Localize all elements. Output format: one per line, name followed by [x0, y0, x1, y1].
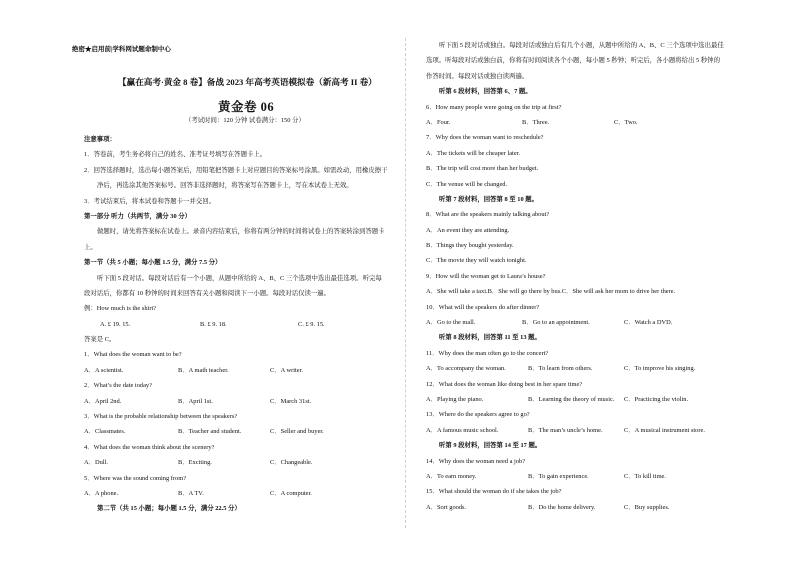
question-5: 5．Where was the sound coming from? [84, 474, 187, 482]
q7-option-b: B．The trip will cost more than her budget. [426, 165, 539, 173]
question-13-options [426, 423, 746, 438]
q7-option-c: C．The venue will be changed. [426, 180, 508, 188]
q12-option-b: B．Learning the theory of music. [528, 395, 615, 403]
question-10: 10．What will the speakers do after dinner? [426, 303, 540, 311]
question-15: 15．What should the woman do if she takes the job? [426, 488, 562, 496]
section1-desc-b: 段对话后，你都有 10 秒钟的时间来回答有关小题和阅读下一小题。每段对话仅读一遍。 [84, 289, 331, 297]
material-7-heading: 听第 7 段材料，回答第 8 至 10 题。 [439, 195, 539, 203]
question-12-options [426, 392, 746, 407]
q11-option-a: A．To accompany the woman. [426, 365, 506, 373]
q13-option-b: B．The man’s uncle’s home. [528, 426, 603, 434]
q6-option-c: C．Two. [614, 118, 638, 126]
material-9-heading: 听第 9 段材料，回答第 14 至 17 题。 [439, 442, 542, 450]
header-org: 绝密★启用前|学科网试题命制中心 [72, 46, 171, 53]
question-11-options [426, 361, 746, 376]
q8-option-c: C．The movie they will watch tonight. [426, 257, 527, 265]
question-9-options: A．She will take a taxi.B．She will go there by bus.C．She will ask her mom to drive her there. [426, 288, 676, 296]
question-5-options [84, 486, 394, 501]
question-2: 2．What’s the date today? [84, 382, 152, 390]
question-6: 6．How many people were going on the trip at first? [426, 103, 562, 111]
section1-title: 第一节（共 5 小题；每小题 1.5 分，满分 7.5 分） [84, 259, 222, 267]
exam-title: 【赢在高考·黄金 8 卷】备战 2023 年高考英语模拟卷（新高考 II 卷） [118, 77, 377, 87]
q5-option-c: C．A computer. [270, 489, 312, 497]
example-question: 例：How much is the shirt? [84, 305, 157, 313]
notice-2b: 净后，再选涂其他答案标号。回答非选择题时，将答案写在答题卡上，写在本试卷上无效。 [97, 182, 353, 190]
question-13: 13．Where do the speakers agree to go? [426, 411, 530, 419]
q14-option-a: A．To earn money. [426, 472, 477, 480]
q3-option-c: C．Seller and buyer. [270, 428, 324, 436]
question-11: 11．Why does the man often go to the concert? [426, 349, 549, 357]
q11-option-b: B．To learn from others. [528, 365, 593, 373]
section2-desc-c: 作答时间。每段对话或独白读两遍。 [426, 72, 529, 80]
q11-option-c: C．To improve his singing. [624, 365, 696, 373]
question-1-options [84, 363, 394, 378]
q7-option-a: A．The tickets will be cheaper later. [426, 149, 521, 157]
example-options [84, 317, 394, 332]
question-3-options [84, 424, 394, 439]
q4-option-a: A．Dull. [84, 459, 108, 467]
q3-option-b: B．Teacher and student. [178, 428, 242, 436]
q3-option-a: A．Classmates. [84, 428, 126, 436]
question-1: 1．What does the woman want to be? [84, 351, 182, 359]
question-12: 12．What does the woman like doing best in her spare time? [426, 380, 583, 388]
q14-option-b: B．To gain experience. [528, 472, 589, 480]
q10-option-a: A．Go to the mall. [426, 319, 476, 327]
left-column [84, 132, 394, 517]
question-14-options [426, 469, 746, 484]
exam-subtitle: 黄金卷 06 [218, 100, 275, 114]
column-divider [405, 38, 406, 528]
q13-option-a: A．A famous music school. [426, 426, 499, 434]
section2-title: 第二节（共 15 小题；每小题 1.5 分，满分 22.5 分） [97, 505, 241, 513]
question-2-options [84, 394, 394, 409]
material-6-heading: 听第 6 段材料，回答第 6、7 题。 [439, 88, 532, 96]
section2-desc-a: 听下面 5 段对话或独白。每段对话或独白后有几个小题，从题中所给的 A、B、C 三个选项中选出最佳 [439, 42, 724, 49]
q15-option-c: C．Buy supplies. [624, 503, 670, 511]
q4-option-b: B．Exciting. [178, 459, 212, 467]
example-option-c: C. £ 9. 15. [298, 320, 325, 328]
notice-2a: 2．回答选择题时，选出每小题答案后，用铅笔把答题卡上对应题目的答案标号涂黑。如需改动，用橡皮擦干 [84, 166, 388, 174]
q2-option-c: C．March 31st. [270, 397, 312, 405]
q5-option-a: A．A phone. [84, 489, 119, 497]
example-answer: 答案是 C。 [84, 336, 116, 344]
q5-option-b: B．A TV. [178, 489, 204, 497]
question-9: 9．How will the woman get to Laura’s house? [426, 272, 546, 280]
question-4: 4．What does the woman think about the scenery? [84, 443, 215, 451]
q1-option-c: C．A writer. [270, 366, 304, 374]
question-14: 14．Why does the woman need a job? [426, 457, 526, 465]
q8-option-b: B．Things they bought yesterday. [426, 242, 514, 250]
q10-option-b: B．Go to an appointment. [522, 319, 590, 327]
q6-option-b: B．Three. [522, 118, 550, 126]
part1-desc-b: 上。 [84, 243, 97, 251]
notice-3: 3．考试结束后，将本试卷和答题卡一并交回。 [84, 197, 216, 205]
question-4-options [84, 455, 394, 470]
q4-option-c: C．Changeable. [270, 459, 313, 467]
right-column [426, 38, 746, 515]
section2-desc-b: 选项。听每段对话或独白前，你将有时间阅读各个小题，每小题 5 秒钟；听完后，各小题将给出 5 秒钟的 [426, 57, 720, 65]
notice-1: 1．答卷前，考生务必将自己的姓名、准考证号填写在答题卡上。 [84, 151, 267, 159]
q10-option-c: C．Watch a DVD． [624, 319, 678, 327]
q15-option-a: A．Sort goods. [426, 503, 467, 511]
question-15-options [426, 500, 746, 515]
q14-option-c: C．To kill time. [624, 472, 666, 480]
question-7: 7．Why does the woman want to reschedule? [426, 134, 544, 142]
question-3: 3．What is the probable relationship between the speakers? [84, 413, 238, 421]
notice-title: 注意事项： [84, 136, 116, 143]
example-option-a: A. £ 19. 15. [100, 320, 131, 328]
q6-option-a: A．Four. [426, 118, 451, 126]
q1-option-a: A．A scientist. [84, 366, 124, 374]
q8-option-a: A．An event they are attending. [426, 226, 510, 234]
q1-option-b: B．A math teacher. [178, 366, 229, 374]
q2-option-a: A．April 2nd. [84, 397, 122, 405]
part1-title: 第一部分 听力（共两节，满分 30 分） [84, 212, 192, 220]
q2-option-b: B．April 1st. [178, 397, 213, 405]
material-8-heading: 听第 8 段材料，回答第 11 至 13 题。 [439, 334, 541, 342]
question-10-options [426, 315, 746, 330]
section1-desc-a: 听下面 5 段对话。每段对话后有一个小题，从题中所给的 A、B、C 三个选项中选出最佳选项。听完每 [97, 274, 382, 282]
time-info: （考试时间：120 分钟 试卷满分：150 分） [185, 117, 305, 124]
q15-option-b: B．Do the home delivery. [528, 503, 596, 511]
q12-option-a: A．Playing the piano. [426, 395, 484, 403]
q12-option-c: C．Practicing the violin. [624, 395, 689, 403]
q13-option-c: C．A musical instrument store. [624, 426, 705, 434]
question-8: 8．What are the speakers mainly talking about? [426, 211, 550, 219]
part1-desc-a: 做题时，请先将答案标在试卷上。录音内容结束后，你将有两分钟的时间将试卷上的答案转涂到答题卡 [97, 228, 385, 236]
question-6-options [426, 115, 746, 130]
example-option-b: B. £ 9. 18. [200, 320, 227, 328]
